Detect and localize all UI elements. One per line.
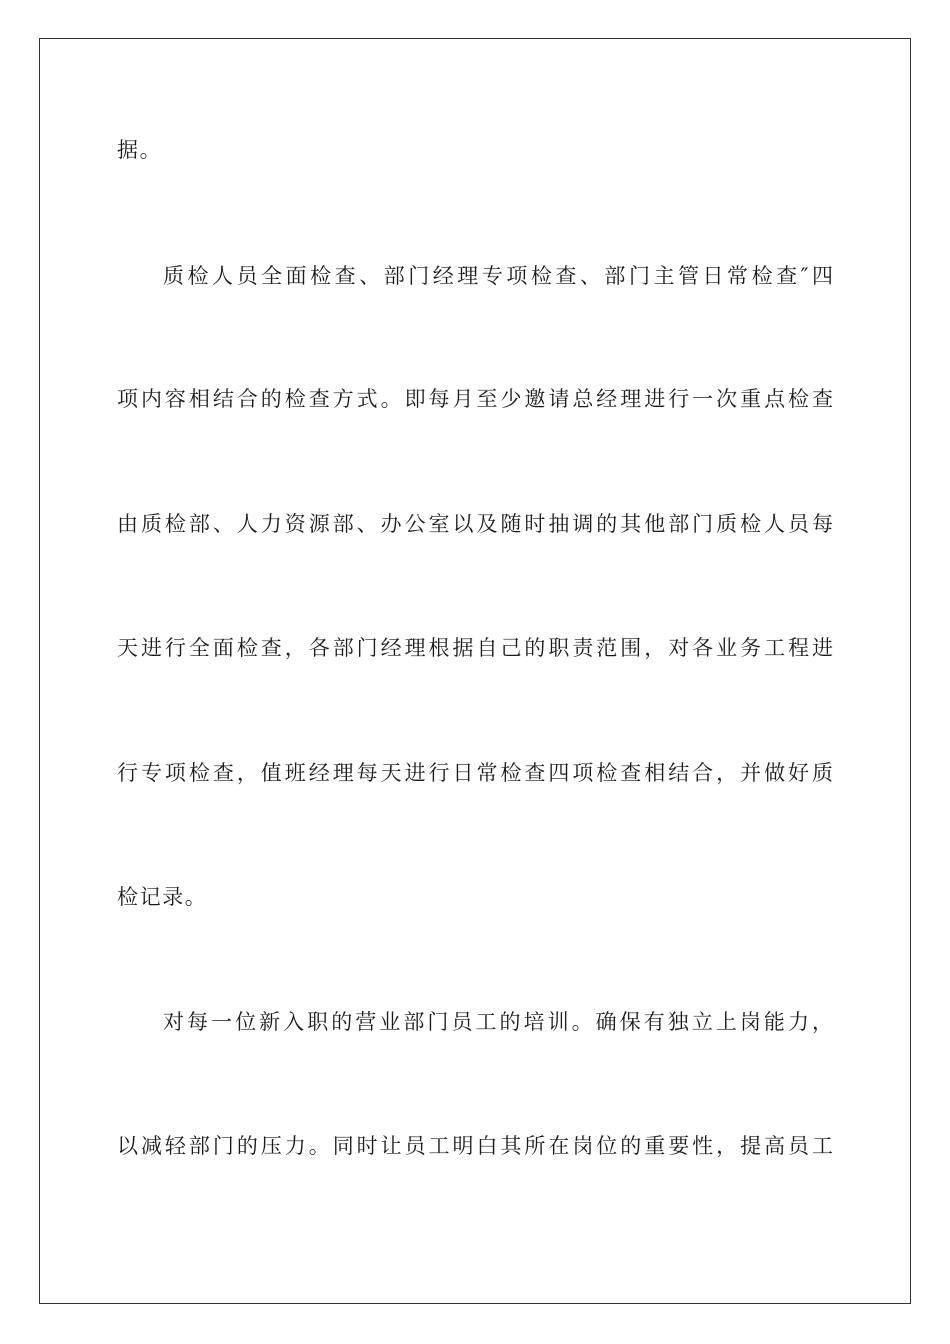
text-line-3: 项内容相结合的检查方式。即每月至少邀请总经理进行一次重点检查 — [117, 387, 833, 411]
text-line-8: 对每一位新入职的营业部门员工的培训。确保有独立上岗能力， — [163, 1010, 833, 1034]
text-line-6: 行专项检查，值班经理每天进行日常检查四项检查相结合，并做好质 — [117, 761, 833, 785]
text-line-5: 天进行全面检查，各部门经理根据自己的职责范围，对各业务工程进 — [117, 636, 833, 660]
text-line-9: 以减轻部门的压力。同时让员工明白其所在岗位的重要性，提高员工 — [117, 1134, 833, 1158]
text-line-2: 质检人员全面检查、部门经理专项检查、部门主管日常检查″四 — [163, 264, 833, 288]
page-border — [39, 38, 911, 1304]
text-line-7: 检记录。 — [117, 885, 208, 909]
text-line-1: 据。 — [117, 138, 163, 162]
text-line-4: 由质检部、人力资源部、办公室以及随时抽调的其他部门质检人员每 — [117, 512, 833, 536]
